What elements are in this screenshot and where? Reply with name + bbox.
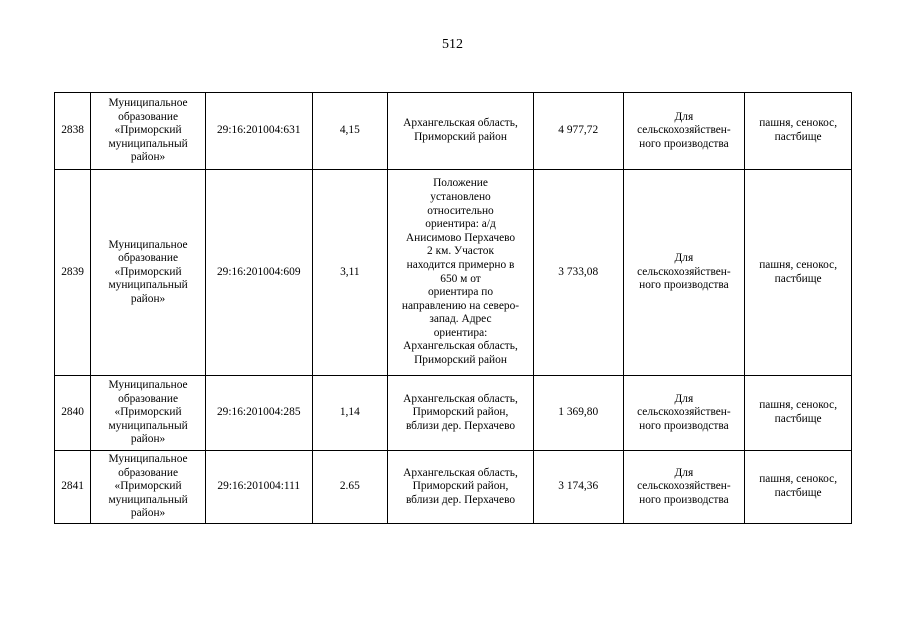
land-category-cell: Для сельскохозяйствен- ного производства: [623, 376, 745, 451]
owner-cell: Муниципальное образование «Приморский муниципальный район»: [91, 170, 206, 376]
page-number: 512: [442, 37, 463, 52]
owner-cell: Муниципальное образование «Приморский муниципальный район»: [91, 93, 206, 170]
cadastral-number-cell: 29:16:201004:631: [205, 93, 312, 170]
land-registry-table: [54, 92, 852, 524]
area-cell: 2.65: [312, 451, 387, 524]
area-cell: 4,15: [312, 93, 387, 170]
location-cell: Архангельская область, Приморский район: [388, 93, 534, 170]
location-cell: Положение установлено относительно ориентира: а/д Анисимово Перхачево 2 км. Участок находится примерно в 650 м от ориентира по направлению на северо- запад. Адрес ориентира: Архангельская область, Приморский район: [388, 170, 534, 376]
land-use-cell: пашня, сенокос, пастбище: [745, 170, 852, 376]
owner-cell: Муниципальное образование «Приморский муниципальный район»: [91, 451, 206, 524]
price-cell: 3 733,08: [533, 170, 623, 376]
land-category-cell: Для сельскохозяйствен- ного производства: [623, 451, 745, 524]
owner-cell: Муниципальное образование «Приморский муниципальный район»: [91, 376, 206, 451]
cadastral-number-cell: 29:16:201004:111: [205, 451, 312, 524]
price-cell: 1 369,80: [533, 376, 623, 451]
table-row: [55, 170, 852, 376]
location-cell: Архангельская область, Приморский район, вблизи дер. Перхачево: [388, 376, 534, 451]
row-number-cell: 2840: [55, 376, 91, 451]
table-row: [55, 451, 852, 524]
table-row: [55, 376, 852, 451]
table-row: [55, 93, 852, 170]
land-use-cell: пашня, сенокос, пастбище: [745, 451, 852, 524]
area-cell: 1,14: [312, 376, 387, 451]
location-cell: Архангельская область, Приморский район, вблизи дер. Перхачево: [388, 451, 534, 524]
price-cell: 4 977,72: [533, 93, 623, 170]
cadastral-number-cell: 29:16:201004:285: [205, 376, 312, 451]
row-number-cell: 2839: [55, 170, 91, 376]
land-category-cell: Для сельскохозяйствен- ного производства: [623, 170, 745, 376]
row-number-cell: 2838: [55, 93, 91, 170]
land-use-cell: пашня, сенокос, пастбище: [745, 376, 852, 451]
row-number-cell: 2841: [55, 451, 91, 524]
land-category-cell: Для сельскохозяйствен- ного производства: [623, 93, 745, 170]
land-use-cell: пашня, сенокос, пастбище: [745, 93, 852, 170]
price-cell: 3 174,36: [533, 451, 623, 524]
cadastral-number-cell: 29:16:201004:609: [205, 170, 312, 376]
area-cell: 3,11: [312, 170, 387, 376]
